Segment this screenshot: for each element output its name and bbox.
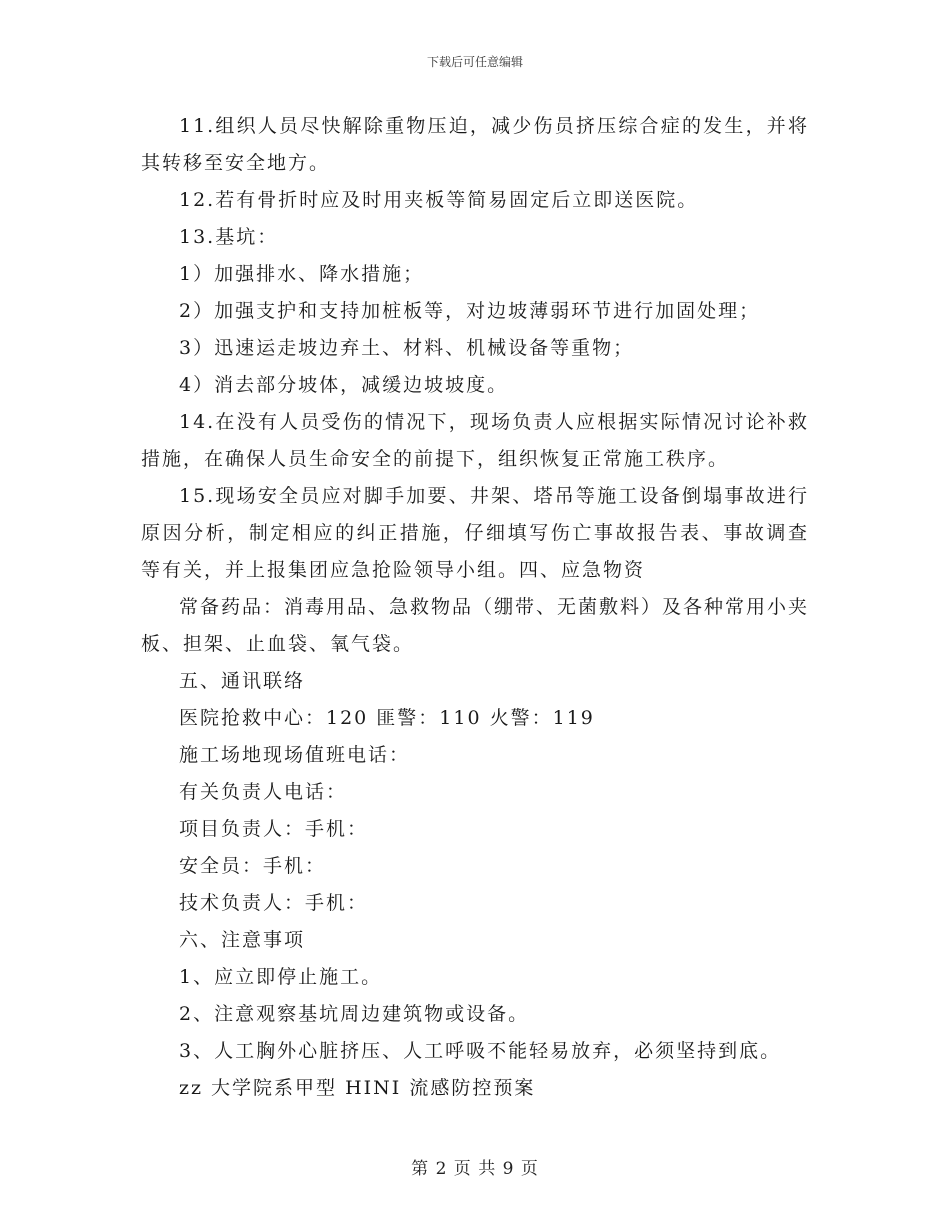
paragraph-item-13: 13.基坑：: [179, 226, 279, 248]
tech-lead-phone: 技术负责人：手机：: [179, 892, 369, 914]
section-heading-communication: 五、通讯联络: [179, 670, 306, 692]
responsible-phone: 有关负责人电话：: [179, 781, 348, 803]
paragraph-item-11: 11.组织人员尽快解除重物压迫，减少伤员挤压综合症的发生，并将其转移至安全地方。: [141, 115, 809, 174]
emergency-numbers: 医院抢救中心：120 匪警：110 火警：119: [179, 707, 595, 729]
note-item-1: 1、应立即停止施工。: [179, 966, 383, 988]
list-item-3: 3）迅速运走坡边弃土、材料、机械设备等重物；: [179, 337, 635, 359]
project-lead-phone: 项目负责人：手机：: [179, 818, 369, 840]
note-item-2: 2、注意观察基坑周边建筑物或设备。: [179, 1003, 530, 1025]
section-heading-notes: 六、注意事项: [179, 929, 306, 951]
list-item-4: 4）消去部分坡体，减缓边坡坡度。: [179, 374, 509, 396]
onsite-phone: 施工场地现场值班电话：: [179, 744, 411, 766]
safety-officer-phone: 安全员：手机：: [179, 855, 327, 877]
document-body: [141, 108, 809, 1107]
note-item-3: 3、人工胸外心脏挤压、人工呼吸不能轻易放弃，必须坚持到底。: [179, 1040, 782, 1062]
page-header: 下载后可任意编辑: [426, 55, 523, 69]
list-item-1: 1）加强排水、降水措施；: [179, 263, 425, 285]
paragraph-item-14: 14.在没有人员受伤的情况下，现场负责人应根据实际情况讨论补救措施，在确保人员生命安全的前提下，组织恢复正常施工秩序。: [141, 411, 809, 470]
paragraph-item-15: 15.现场安全员应对脚手加要、井架、塔吊等施工设备倒塌事故进行原因分析，制定相应的纠正措施，仔细填写伤亡事故报告表、事故调查等有关，并上报集团应急抢险领导小组。四、应急物资: [141, 485, 809, 581]
list-item-2: 2）加强支护和支持加桩板等，对边坡薄弱环节进行加固处理；: [179, 300, 761, 322]
paragraph-medicine: 常备药品：消毒用品、急救物品（绷带、无菌敷料）及各种常用小夹板、担架、止血袋、氧气袋。: [141, 596, 810, 655]
next-document-title: zz 大学院系甲型 HINI 流感防控预案: [179, 1077, 536, 1099]
page-footer: 第 2 页 共 9 页: [411, 1159, 539, 1179]
paragraph-item-12: 12.若有骨折时应及时用夹板等简易固定后立即送医院。: [179, 189, 699, 211]
